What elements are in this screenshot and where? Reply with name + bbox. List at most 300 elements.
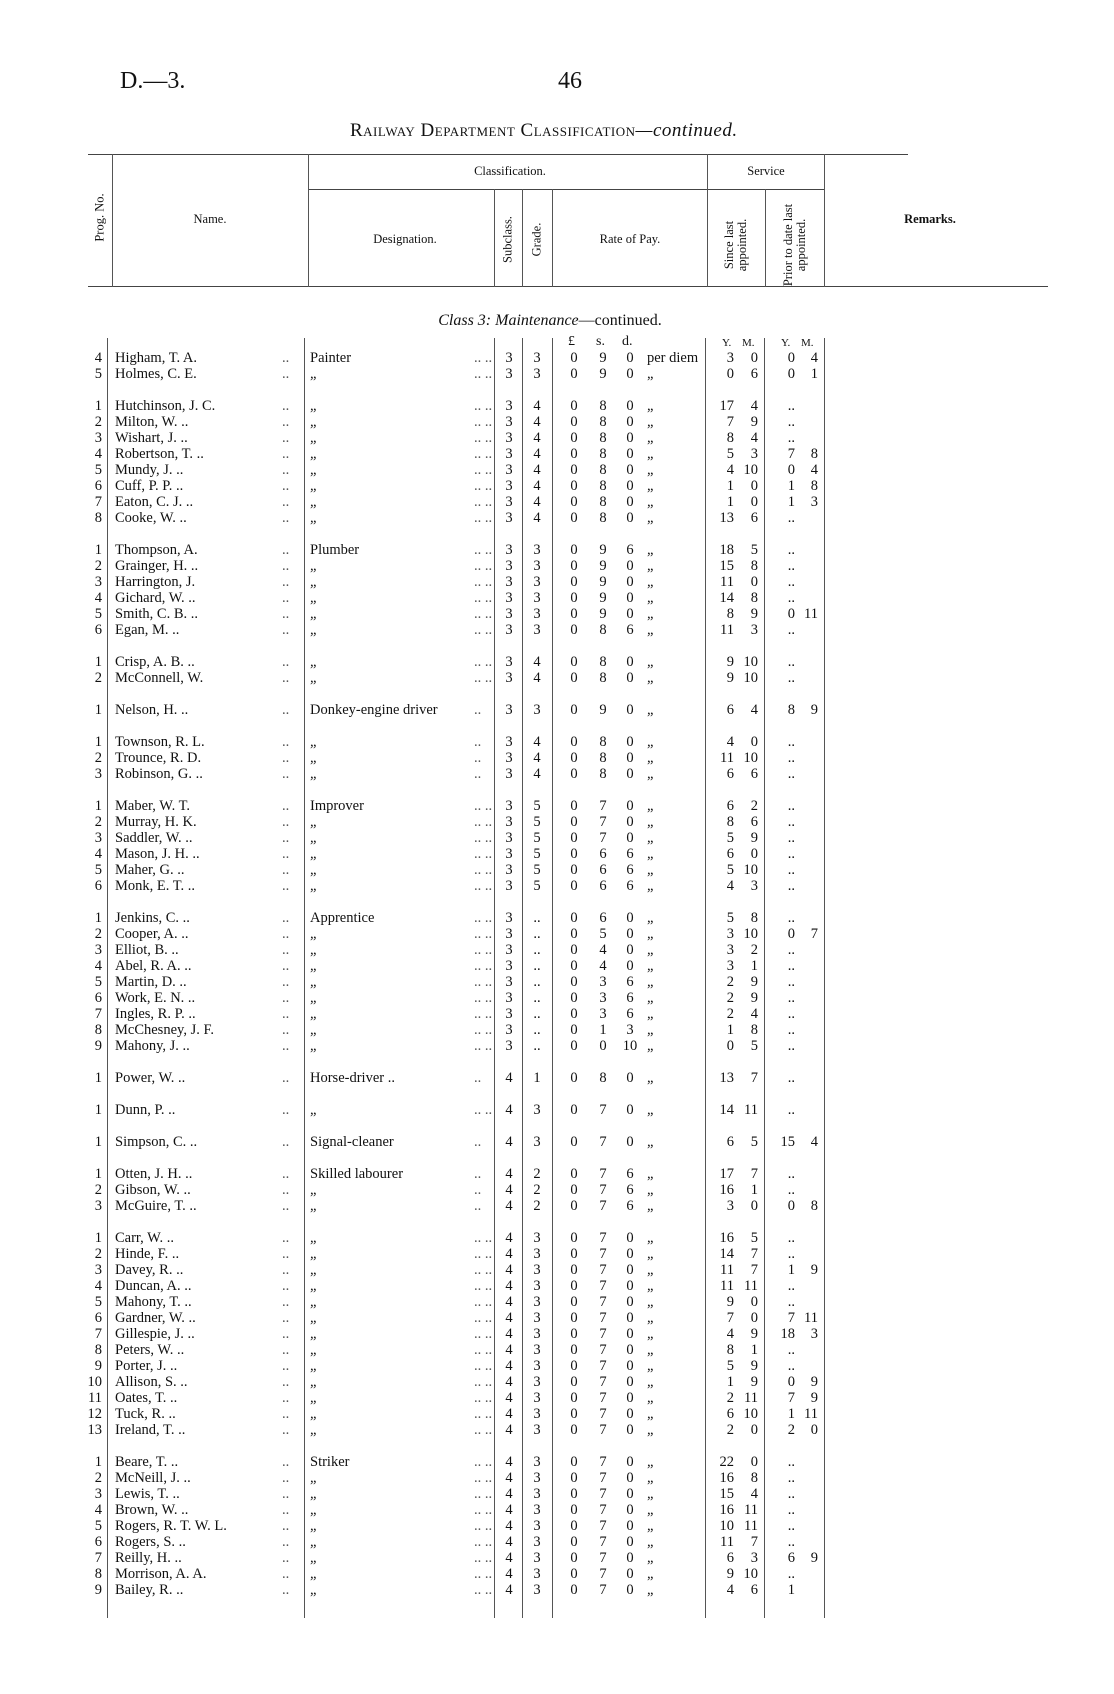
cell-gr: 4 — [533, 654, 541, 670]
cell-sub: 4 — [505, 1182, 513, 1198]
cell-sy: 22 — [719, 1454, 734, 1470]
cell-sub: 3 — [505, 574, 513, 590]
unit-pence: d. — [622, 334, 633, 349]
cell-dd: .. .. — [474, 958, 493, 974]
cell-name: Higham, T. A. — [115, 350, 198, 366]
cell-sy: 8 — [726, 1342, 734, 1358]
cell-sy: 9 — [726, 670, 734, 686]
cell-p2: 7 — [599, 1518, 607, 1534]
col-prog-header: Prog. No. — [92, 193, 107, 242]
cell-p4: „ — [647, 750, 654, 766]
cell-py: 0 — [787, 366, 795, 382]
cell-p1: 0 — [570, 926, 578, 942]
cell-p1: 0 — [570, 494, 578, 510]
cell-py: .. — [787, 814, 795, 830]
cell-p3: 0 — [626, 430, 634, 446]
cell-p4: „ — [647, 1310, 654, 1326]
cell-dd: .. .. — [474, 1358, 493, 1374]
cell-sub: 3 — [505, 606, 513, 622]
cell-p4: „ — [647, 766, 654, 782]
cell-pm: 1 — [810, 366, 818, 382]
cell-sm: 9 — [750, 1358, 758, 1374]
cell-nd: .. — [282, 1246, 290, 1262]
cell-p2: 9 — [599, 558, 607, 574]
cell-sub: 3 — [505, 366, 513, 382]
cell-p3: 0 — [626, 798, 634, 814]
cell-sm: 7 — [750, 1262, 758, 1278]
cell-sy: 4 — [726, 462, 734, 478]
table-row — [0, 574, 1114, 590]
cell-name: Gillespie, J. .. — [115, 1326, 195, 1342]
cell-gr: .. — [533, 990, 541, 1006]
cell-desig: Apprentice — [310, 910, 375, 926]
cell-p3: 0 — [626, 494, 634, 510]
cell-nd: .. — [282, 942, 290, 958]
cell-py: .. — [787, 398, 795, 414]
cell-p3: 0 — [626, 366, 634, 382]
cell-p4: „ — [647, 1374, 654, 1390]
cell-nd: .. — [282, 622, 290, 638]
cell-dd: .. .. — [474, 926, 493, 942]
cell-name: Mason, J. H. .. — [115, 846, 200, 862]
cell-p2: 7 — [599, 1134, 607, 1150]
cell-p4: „ — [647, 974, 654, 990]
cell-sm: 8 — [750, 590, 758, 606]
cell-sy: 2 — [726, 1390, 734, 1406]
cell-sy: 17 — [719, 398, 734, 414]
cell-sub: 3 — [505, 558, 513, 574]
cell-gr: .. — [533, 1038, 541, 1054]
cell-prog: 4 — [94, 958, 102, 974]
cell-nd: .. — [282, 1294, 290, 1310]
cell-desig: „ — [310, 750, 317, 766]
cell-nd: .. — [282, 1470, 290, 1486]
cell-p3: 0 — [626, 958, 634, 974]
cell-desig: „ — [310, 414, 317, 430]
cell-p4: „ — [647, 1534, 654, 1550]
cell-gr: 4 — [533, 510, 541, 526]
cell-sy: 5 — [726, 862, 734, 878]
cell-dd: .. .. — [474, 446, 493, 462]
cell-name: Peters, W. .. — [115, 1342, 185, 1358]
cell-desig: „ — [310, 974, 317, 990]
cell-p1: 0 — [570, 670, 578, 686]
cell-p2: 7 — [599, 1422, 607, 1438]
cell-p3: 0 — [626, 1342, 634, 1358]
cell-sub: 3 — [505, 814, 513, 830]
cell-sm: 3 — [750, 622, 758, 638]
table-row — [0, 494, 1114, 510]
cell-py: .. — [787, 846, 795, 862]
cell-p1: 0 — [570, 1246, 578, 1262]
cell-dd: .. — [474, 734, 482, 750]
cell-gr: 2 — [533, 1198, 541, 1214]
cell-name: Cooper, A. .. — [115, 926, 189, 942]
cell-sy: 11 — [720, 574, 734, 590]
table-row — [0, 1566, 1114, 1582]
cell-p3: 6 — [626, 1166, 634, 1182]
cell-py: 1 — [787, 1406, 795, 1422]
cell-py: .. — [787, 798, 795, 814]
cell-sy: 11 — [720, 750, 734, 766]
cell-nd: .. — [282, 542, 290, 558]
cell-nd: .. — [282, 1070, 290, 1086]
cell-p1: 0 — [570, 942, 578, 958]
cell-dd: .. .. — [474, 1534, 493, 1550]
cell-p4: „ — [647, 446, 654, 462]
cell-sm: 9 — [750, 414, 758, 430]
cell-p2: 7 — [599, 1182, 607, 1198]
cell-sy: 1 — [726, 478, 734, 494]
cell-sm: 4 — [750, 1006, 758, 1022]
cell-sy: 5 — [726, 1358, 734, 1374]
cell-dd: .. .. — [474, 1502, 493, 1518]
cell-dd: .. .. — [474, 814, 493, 830]
cell-prog: 8 — [94, 1022, 102, 1038]
table-row — [0, 910, 1114, 926]
cell-p4: „ — [647, 1422, 654, 1438]
table-row — [0, 1534, 1114, 1550]
cell-p4: „ — [647, 1550, 654, 1566]
cell-p3: 0 — [626, 558, 634, 574]
cell-p1: 0 — [570, 606, 578, 622]
cell-p1: 0 — [570, 1342, 578, 1358]
cell-sub: 4 — [505, 1070, 513, 1086]
table-row — [0, 1246, 1114, 1262]
cell-sy: 16 — [719, 1230, 734, 1246]
table-row — [0, 1070, 1114, 1086]
cell-sm: 0 — [750, 1310, 758, 1326]
cell-prog: 5 — [94, 1518, 102, 1534]
cell-p2: 7 — [599, 798, 607, 814]
table-row — [0, 558, 1114, 574]
cell-prog: 4 — [94, 350, 102, 366]
cell-gr: .. — [533, 942, 541, 958]
cell-nd: .. — [282, 414, 290, 430]
cell-sm: 11 — [744, 1502, 758, 1518]
cell-p2: 7 — [599, 1294, 607, 1310]
cell-sm: 3 — [750, 878, 758, 894]
cell-sub: 3 — [505, 414, 513, 430]
col-service-header: Service — [747, 164, 785, 178]
cell-name: Harrington, J. — [115, 574, 196, 590]
cell-gr: 1 — [533, 1070, 541, 1086]
cell-sy: 14 — [719, 590, 734, 606]
cell-p4: „ — [647, 814, 654, 830]
cell-py: .. — [787, 1534, 795, 1550]
cell-nd: .. — [282, 750, 290, 766]
cell-dd: .. .. — [474, 830, 493, 846]
table-row — [0, 734, 1114, 750]
cell-prog: 4 — [94, 1278, 102, 1294]
cell-dd: .. — [474, 1134, 482, 1150]
cell-sm: 10 — [743, 1566, 758, 1582]
cell-p1: 0 — [570, 734, 578, 750]
cell-p2: 7 — [599, 1566, 607, 1582]
unit-months-prior: M. — [801, 337, 814, 349]
cell-p1: 0 — [570, 1534, 578, 1550]
cell-py: 0 — [787, 926, 795, 942]
cell-prog: 5 — [94, 462, 102, 478]
cell-nd: .. — [282, 446, 290, 462]
cell-name: Murray, H. K. — [115, 814, 197, 830]
cell-dd: .. .. — [474, 1310, 493, 1326]
cell-desig: „ — [310, 1262, 317, 1278]
cell-gr: 4 — [533, 750, 541, 766]
cell-p2: 8 — [599, 414, 607, 430]
cell-name: Hinde, F. .. — [115, 1246, 180, 1262]
cell-p2: 7 — [599, 1374, 607, 1390]
cell-sm: 6 — [750, 366, 758, 382]
cell-prog: 1 — [94, 1102, 102, 1118]
cell-py: .. — [787, 510, 795, 526]
cell-p2: 7 — [599, 1470, 607, 1486]
cell-py: .. — [787, 1470, 795, 1486]
cell-name: Allison, S. .. — [115, 1374, 188, 1390]
table-row — [0, 1470, 1114, 1486]
cell-desig: „ — [310, 366, 317, 382]
cell-sub: 3 — [505, 1022, 513, 1038]
unit-years-since: Y. — [722, 337, 732, 349]
cell-nd: .. — [282, 798, 290, 814]
cell-p4: „ — [647, 1246, 654, 1262]
cell-sub: 3 — [505, 942, 513, 958]
cell-gr: 3 — [533, 1582, 541, 1598]
cell-sy: 17 — [719, 1166, 734, 1182]
cell-py: .. — [787, 1566, 795, 1582]
cell-prog: 3 — [94, 830, 102, 846]
cell-p4: „ — [647, 990, 654, 1006]
cell-p3: 0 — [626, 1262, 634, 1278]
cell-sm: 0 — [750, 734, 758, 750]
cell-p2: 7 — [599, 1198, 607, 1214]
cell-py: .. — [787, 1022, 795, 1038]
cell-gr: 3 — [533, 542, 541, 558]
table-row — [0, 830, 1114, 846]
cell-sub: 4 — [505, 1502, 513, 1518]
cell-py: .. — [787, 830, 795, 846]
cell-dd: .. .. — [474, 622, 493, 638]
cell-dd: .. — [474, 1182, 482, 1198]
cell-prog: 4 — [94, 1502, 102, 1518]
cell-name: Beare, T. .. — [115, 1454, 179, 1470]
cell-nd: .. — [282, 1006, 290, 1022]
cell-sm: 9 — [750, 606, 758, 622]
cell-prog: 1 — [94, 398, 102, 414]
cell-desig: „ — [310, 606, 317, 622]
cell-p1: 0 — [570, 798, 578, 814]
cell-sub: 3 — [505, 990, 513, 1006]
cell-sy: 0 — [726, 366, 734, 382]
cell-sy: 11 — [720, 1262, 734, 1278]
cell-sub: 4 — [505, 1278, 513, 1294]
table-row — [0, 1454, 1114, 1470]
cell-dd: .. .. — [474, 1566, 493, 1582]
cell-p4: „ — [647, 1454, 654, 1470]
cell-p2: 6 — [599, 846, 607, 862]
cell-p1: 0 — [570, 1502, 578, 1518]
cell-p3: 0 — [626, 1486, 634, 1502]
cell-desig: „ — [310, 1038, 317, 1054]
cell-sy: 5 — [726, 446, 734, 462]
cell-p1: 0 — [570, 766, 578, 782]
unit-shillings: s. — [596, 334, 605, 349]
cell-py: .. — [787, 1230, 795, 1246]
cell-pm: 9 — [810, 702, 818, 718]
cell-prog: 8 — [94, 510, 102, 526]
cell-desig: „ — [310, 1582, 317, 1598]
cell-sm: 0 — [750, 846, 758, 862]
cell-dd: .. .. — [474, 542, 493, 558]
cell-p3: 0 — [626, 1070, 634, 1086]
cell-prog: 8 — [94, 1566, 102, 1582]
cell-p4: „ — [647, 510, 654, 526]
cell-name: Hutchinson, J. C. — [115, 398, 216, 414]
cell-dd: .. .. — [474, 1422, 493, 1438]
cell-dd: .. .. — [474, 494, 493, 510]
table-row — [0, 590, 1114, 606]
cell-name: Grainger, H. .. — [115, 558, 199, 574]
cell-nd: .. — [282, 1582, 290, 1598]
cell-p3: 0 — [626, 1326, 634, 1342]
cell-name: Morrison, A. A. — [115, 1566, 207, 1582]
cell-p2: 7 — [599, 1390, 607, 1406]
cell-desig: „ — [310, 1390, 317, 1406]
cell-sy: 10 — [719, 1518, 734, 1534]
cell-dd: .. .. — [474, 1342, 493, 1358]
cell-sm: 8 — [750, 910, 758, 926]
cell-p2: 7 — [599, 1454, 607, 1470]
cell-sy: 8 — [726, 814, 734, 830]
cell-p1: 0 — [570, 1166, 578, 1182]
cell-sm: 11 — [744, 1102, 758, 1118]
cell-gr: .. — [533, 1022, 541, 1038]
cell-p2: 8 — [599, 670, 607, 686]
cell-name: Power, W. .. — [115, 1070, 186, 1086]
cell-name: Smith, C. B. .. — [115, 606, 198, 622]
cell-nd: .. — [282, 654, 290, 670]
cell-nd: .. — [282, 1486, 290, 1502]
cell-dd: .. .. — [474, 478, 493, 494]
cell-py: 0 — [787, 462, 795, 478]
table-row — [0, 1518, 1114, 1534]
cell-sy: 16 — [719, 1470, 734, 1486]
cell-p2: 7 — [599, 1278, 607, 1294]
cell-py: .. — [787, 766, 795, 782]
cell-sy: 2 — [726, 1422, 734, 1438]
cell-sub: 3 — [505, 590, 513, 606]
cell-name: Tuck, R. .. — [115, 1406, 176, 1422]
cell-p2: 7 — [599, 830, 607, 846]
cell-p4: „ — [647, 1134, 654, 1150]
cell-py: .. — [787, 654, 795, 670]
cell-pm: 7 — [810, 926, 818, 942]
cell-nd: .. — [282, 1230, 290, 1246]
cell-sy: 11 — [720, 622, 734, 638]
cell-p2: 7 — [599, 1342, 607, 1358]
cell-desig: „ — [310, 398, 317, 414]
cell-desig: „ — [310, 814, 317, 830]
cell-py: .. — [787, 910, 795, 926]
cell-gr: 4 — [533, 478, 541, 494]
table-row — [0, 958, 1114, 974]
cell-name: Otten, J. H. .. — [115, 1166, 193, 1182]
cell-sy: 5 — [726, 830, 734, 846]
cell-sm: 3 — [750, 1550, 758, 1566]
cell-p2: 0 — [599, 1038, 607, 1054]
cell-nd: .. — [282, 1374, 290, 1390]
cell-p4: „ — [647, 1198, 654, 1214]
cell-p4: „ — [647, 1358, 654, 1374]
cell-gr: 3 — [533, 1406, 541, 1422]
cell-p4: „ — [647, 1278, 654, 1294]
cell-prog: 6 — [94, 1310, 102, 1326]
cell-sub: 4 — [505, 1342, 513, 1358]
cell-sm: 2 — [750, 942, 758, 958]
cell-p4: „ — [647, 1342, 654, 1358]
cell-p1: 0 — [570, 478, 578, 494]
cell-py: .. — [787, 1070, 795, 1086]
cell-gr: 4 — [533, 766, 541, 782]
cell-p4: „ — [647, 1566, 654, 1582]
cell-prog: 2 — [94, 926, 102, 942]
cell-p1: 0 — [570, 1310, 578, 1326]
cell-nd: .. — [282, 1422, 290, 1438]
cell-gr: 4 — [533, 446, 541, 462]
cell-sy: 3 — [726, 926, 734, 942]
cell-prog: 5 — [94, 366, 102, 382]
cell-sub: 4 — [505, 1550, 513, 1566]
cell-sub: 3 — [505, 1006, 513, 1022]
cell-name: Trounce, R. D. — [115, 750, 202, 766]
cell-p2: 7 — [599, 1166, 607, 1182]
cell-p3: 6 — [626, 974, 634, 990]
cell-desig: „ — [310, 1406, 317, 1422]
table-row — [0, 1102, 1114, 1118]
cell-p4: „ — [647, 574, 654, 590]
cell-p4: „ — [647, 414, 654, 430]
cell-p1: 0 — [570, 1406, 578, 1422]
cell-py: .. — [787, 542, 795, 558]
cell-dd: .. .. — [474, 670, 493, 686]
cell-sub: 3 — [505, 878, 513, 894]
cell-sy: 13 — [719, 510, 734, 526]
cell-py: .. — [787, 862, 795, 878]
cell-p2: 8 — [599, 1070, 607, 1086]
cell-p2: 8 — [599, 734, 607, 750]
cell-name: Eaton, C. J. .. — [115, 494, 194, 510]
cell-p3: 6 — [626, 1198, 634, 1214]
cell-pm: 9 — [810, 1374, 818, 1390]
table-row — [0, 1006, 1114, 1022]
cell-sub: 4 — [505, 1534, 513, 1550]
cell-sub: 3 — [505, 398, 513, 414]
cell-p4: „ — [647, 1406, 654, 1422]
cell-sy: 4 — [726, 734, 734, 750]
cell-nd: .. — [282, 670, 290, 686]
cell-sy: 6 — [726, 1406, 734, 1422]
cell-name: Rogers, S. .. — [115, 1534, 186, 1550]
cell-p1: 0 — [570, 1326, 578, 1342]
cell-desig: „ — [310, 926, 317, 942]
cell-gr: .. — [533, 1006, 541, 1022]
cell-p2: 3 — [599, 1006, 607, 1022]
cell-gr: 3 — [533, 622, 541, 638]
cell-nd: .. — [282, 350, 290, 366]
cell-p2: 8 — [599, 398, 607, 414]
cell-py: 1 — [787, 478, 795, 494]
cell-p3: 6 — [626, 1182, 634, 1198]
